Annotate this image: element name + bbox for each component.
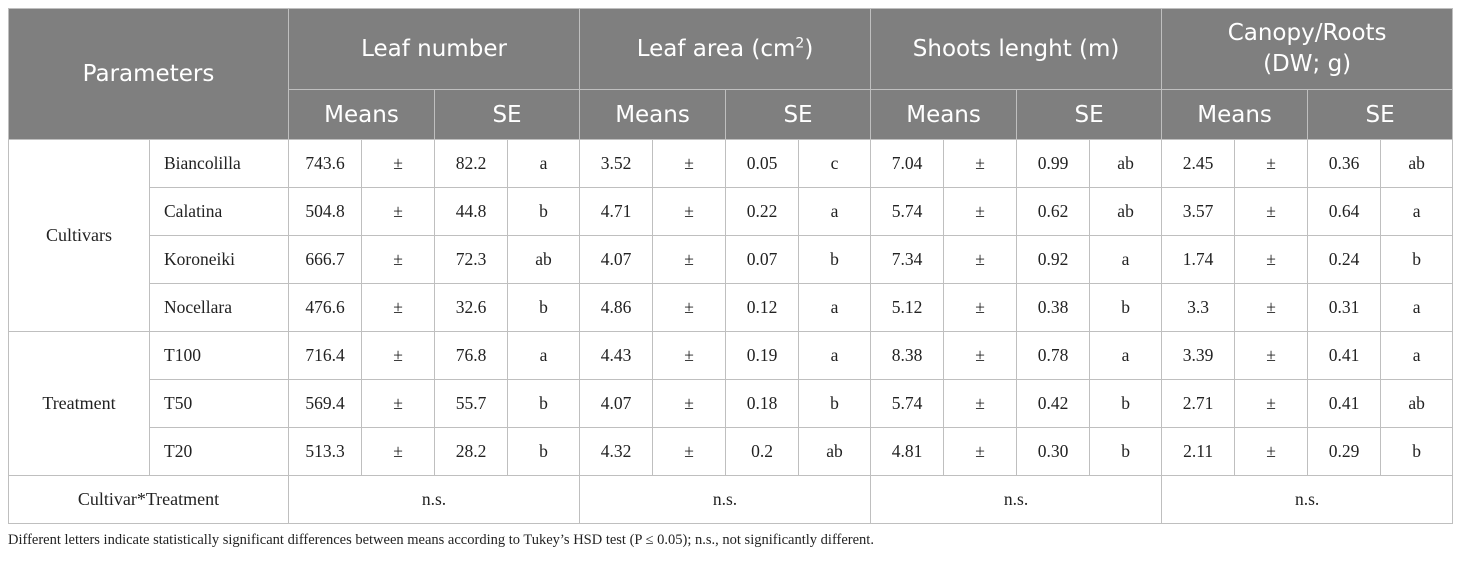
se-value: 0.41 — [1308, 332, 1381, 380]
plus-minus: ± — [362, 332, 435, 380]
plus-minus: ± — [362, 284, 435, 332]
se-value: 82.2 — [435, 140, 508, 188]
significance-letter: ab — [1090, 140, 1162, 188]
mean-value: 2.71 — [1162, 380, 1235, 428]
header-se: SE — [726, 90, 871, 140]
mean-value: 4.32 — [580, 428, 653, 476]
significance-letter: b — [799, 236, 871, 284]
se-value: 0.99 — [1017, 140, 1090, 188]
mean-value: 4.43 — [580, 332, 653, 380]
header-shoots-length: Shoots lenght (m) — [871, 9, 1162, 90]
mean-value: 666.7 — [289, 236, 362, 284]
significance-letter: b — [508, 380, 580, 428]
significance-letter: ab — [1381, 380, 1453, 428]
plus-minus: ± — [362, 236, 435, 284]
plus-minus: ± — [653, 428, 726, 476]
se-value: 0.64 — [1308, 188, 1381, 236]
plus-minus: ± — [653, 284, 726, 332]
mean-value: 504.8 — [289, 188, 362, 236]
se-value: 28.2 — [435, 428, 508, 476]
plus-minus: ± — [944, 428, 1017, 476]
se-value: 0.18 — [726, 380, 799, 428]
mean-value: 716.4 — [289, 332, 362, 380]
significance-letter: a — [1090, 236, 1162, 284]
mean-value: 513.3 — [289, 428, 362, 476]
header-se: SE — [435, 90, 580, 140]
header-means: Means — [871, 90, 1017, 140]
mean-value: 4.86 — [580, 284, 653, 332]
mean-value: 4.81 — [871, 428, 944, 476]
plus-minus: ± — [1235, 380, 1308, 428]
significance-letter: a — [508, 140, 580, 188]
significance-letter: b — [508, 284, 580, 332]
mean-value: 569.4 — [289, 380, 362, 428]
mean-value: 476.6 — [289, 284, 362, 332]
se-value: 0.24 — [1308, 236, 1381, 284]
se-value: 0.12 — [726, 284, 799, 332]
se-value: 0.07 — [726, 236, 799, 284]
table-row — [9, 428, 1453, 476]
mean-value: 7.34 — [871, 236, 944, 284]
table-row — [9, 140, 1453, 188]
row-label: Koroneiki — [150, 236, 289, 284]
se-value: 0.36 — [1308, 140, 1381, 188]
interaction-value: n.s. — [871, 476, 1162, 524]
plus-minus: ± — [653, 380, 726, 428]
header-means: Means — [580, 90, 726, 140]
mean-value: 2.45 — [1162, 140, 1235, 188]
table-wrapper — [8, 8, 1452, 549]
significance-letter: a — [799, 332, 871, 380]
row-label: Biancolilla — [150, 140, 289, 188]
significance-letter: b — [508, 188, 580, 236]
header-leaf-area-suffix: ) — [804, 36, 814, 62]
header-leaf-area-label: Leaf area (cm — [636, 36, 796, 62]
significance-letter: a — [799, 284, 871, 332]
significance-letter: b — [1381, 428, 1453, 476]
se-value: 72.3 — [435, 236, 508, 284]
header-se: SE — [1017, 90, 1162, 140]
se-value: 76.8 — [435, 332, 508, 380]
se-value: 32.6 — [435, 284, 508, 332]
mean-value: 4.71 — [580, 188, 653, 236]
plus-minus: ± — [653, 332, 726, 380]
table-row — [9, 284, 1453, 332]
se-value: 0.05 — [726, 140, 799, 188]
mean-value: 4.07 — [580, 236, 653, 284]
plus-minus: ± — [362, 188, 435, 236]
significance-letter: a — [1090, 332, 1162, 380]
mean-value: 7.04 — [871, 140, 944, 188]
mean-value: 8.38 — [871, 332, 944, 380]
plus-minus: ± — [653, 236, 726, 284]
table-row — [9, 188, 1453, 236]
header-canopy-roots-line1: Canopy/Roots — [1227, 20, 1387, 46]
significance-letter: ab — [799, 428, 871, 476]
se-value: 0.42 — [1017, 380, 1090, 428]
plus-minus: ± — [1235, 284, 1308, 332]
plus-minus: ± — [944, 284, 1017, 332]
plus-minus: ± — [944, 380, 1017, 428]
se-value: 0.30 — [1017, 428, 1090, 476]
significance-letter: a — [508, 332, 580, 380]
plus-minus: ± — [362, 380, 435, 428]
header-means: Means — [289, 90, 435, 140]
plus-minus: ± — [1235, 332, 1308, 380]
se-value: 44.8 — [435, 188, 508, 236]
mean-value: 5.74 — [871, 380, 944, 428]
table-row — [9, 380, 1453, 428]
mean-value: 2.11 — [1162, 428, 1235, 476]
se-value: 55.7 — [435, 380, 508, 428]
header-canopy-roots — [1162, 9, 1453, 90]
header-parameters: Parameters — [9, 9, 289, 140]
plus-minus: ± — [944, 188, 1017, 236]
group-cultivars: Cultivars — [9, 140, 150, 332]
interaction-value: n.s. — [580, 476, 871, 524]
se-value: 0.38 — [1017, 284, 1090, 332]
interaction-label: Cultivar*Treatment — [9, 476, 289, 524]
mean-value: 4.07 — [580, 380, 653, 428]
header-leaf-number: Leaf number — [289, 9, 580, 90]
significance-letter: ab — [1381, 140, 1453, 188]
significance-letter: ab — [1090, 188, 1162, 236]
significance-letter: a — [799, 188, 871, 236]
header-means: Means — [1162, 90, 1308, 140]
plus-minus: ± — [944, 332, 1017, 380]
significance-letter: b — [1090, 284, 1162, 332]
header-canopy-roots-line2: (DW; g) — [1263, 51, 1352, 77]
significance-letter: b — [508, 428, 580, 476]
interaction-value: n.s. — [289, 476, 580, 524]
mean-value: 1.74 — [1162, 236, 1235, 284]
plus-minus: ± — [653, 188, 726, 236]
significance-letter: b — [1090, 428, 1162, 476]
interaction-value: n.s. — [1162, 476, 1453, 524]
plus-minus: ± — [1235, 188, 1308, 236]
significance-letter: a — [1381, 188, 1453, 236]
plus-minus: ± — [653, 140, 726, 188]
row-label: T20 — [150, 428, 289, 476]
table-row — [9, 332, 1453, 380]
se-value: 0.19 — [726, 332, 799, 380]
row-label: T50 — [150, 380, 289, 428]
mean-value: 3.57 — [1162, 188, 1235, 236]
plus-minus: ± — [944, 140, 1017, 188]
header-leaf-area-sup: 2 — [795, 35, 805, 52]
mean-value: 3.52 — [580, 140, 653, 188]
significance-letter: a — [1381, 284, 1453, 332]
significance-letter: a — [1381, 332, 1453, 380]
row-label: T100 — [150, 332, 289, 380]
header-leaf-area — [580, 9, 871, 90]
significance-letter: b — [799, 380, 871, 428]
mean-value: 3.3 — [1162, 284, 1235, 332]
plus-minus: ± — [362, 428, 435, 476]
mean-value: 3.39 — [1162, 332, 1235, 380]
plus-minus: ± — [1235, 236, 1308, 284]
plus-minus: ± — [944, 236, 1017, 284]
plus-minus: ± — [362, 140, 435, 188]
interaction-row — [9, 476, 1453, 524]
mean-value: 5.74 — [871, 188, 944, 236]
mean-value: 743.6 — [289, 140, 362, 188]
significance-letter: ab — [508, 236, 580, 284]
se-value: 0.22 — [726, 188, 799, 236]
se-value: 0.41 — [1308, 380, 1381, 428]
row-label: Calatina — [150, 188, 289, 236]
significance-letter: b — [1381, 236, 1453, 284]
plus-minus: ± — [1235, 428, 1308, 476]
significance-letter: b — [1090, 380, 1162, 428]
se-value: 0.31 — [1308, 284, 1381, 332]
se-value: 0.62 — [1017, 188, 1090, 236]
se-value: 0.2 — [726, 428, 799, 476]
mean-value: 5.12 — [871, 284, 944, 332]
table-caption: Different letters indicate statistically significant differences between means according to Tukey’s HSD test (P ≤ 0.05); n.s., not significantly different. — [8, 532, 874, 548]
se-value: 0.92 — [1017, 236, 1090, 284]
group-treatment: Treatment — [9, 332, 150, 476]
se-value: 0.78 — [1017, 332, 1090, 380]
se-value: 0.29 — [1308, 428, 1381, 476]
plus-minus: ± — [1235, 140, 1308, 188]
header-se: SE — [1308, 90, 1453, 140]
results-table — [8, 8, 1453, 524]
table-row — [9, 236, 1453, 284]
row-label: Nocellara — [150, 284, 289, 332]
significance-letter: c — [799, 140, 871, 188]
